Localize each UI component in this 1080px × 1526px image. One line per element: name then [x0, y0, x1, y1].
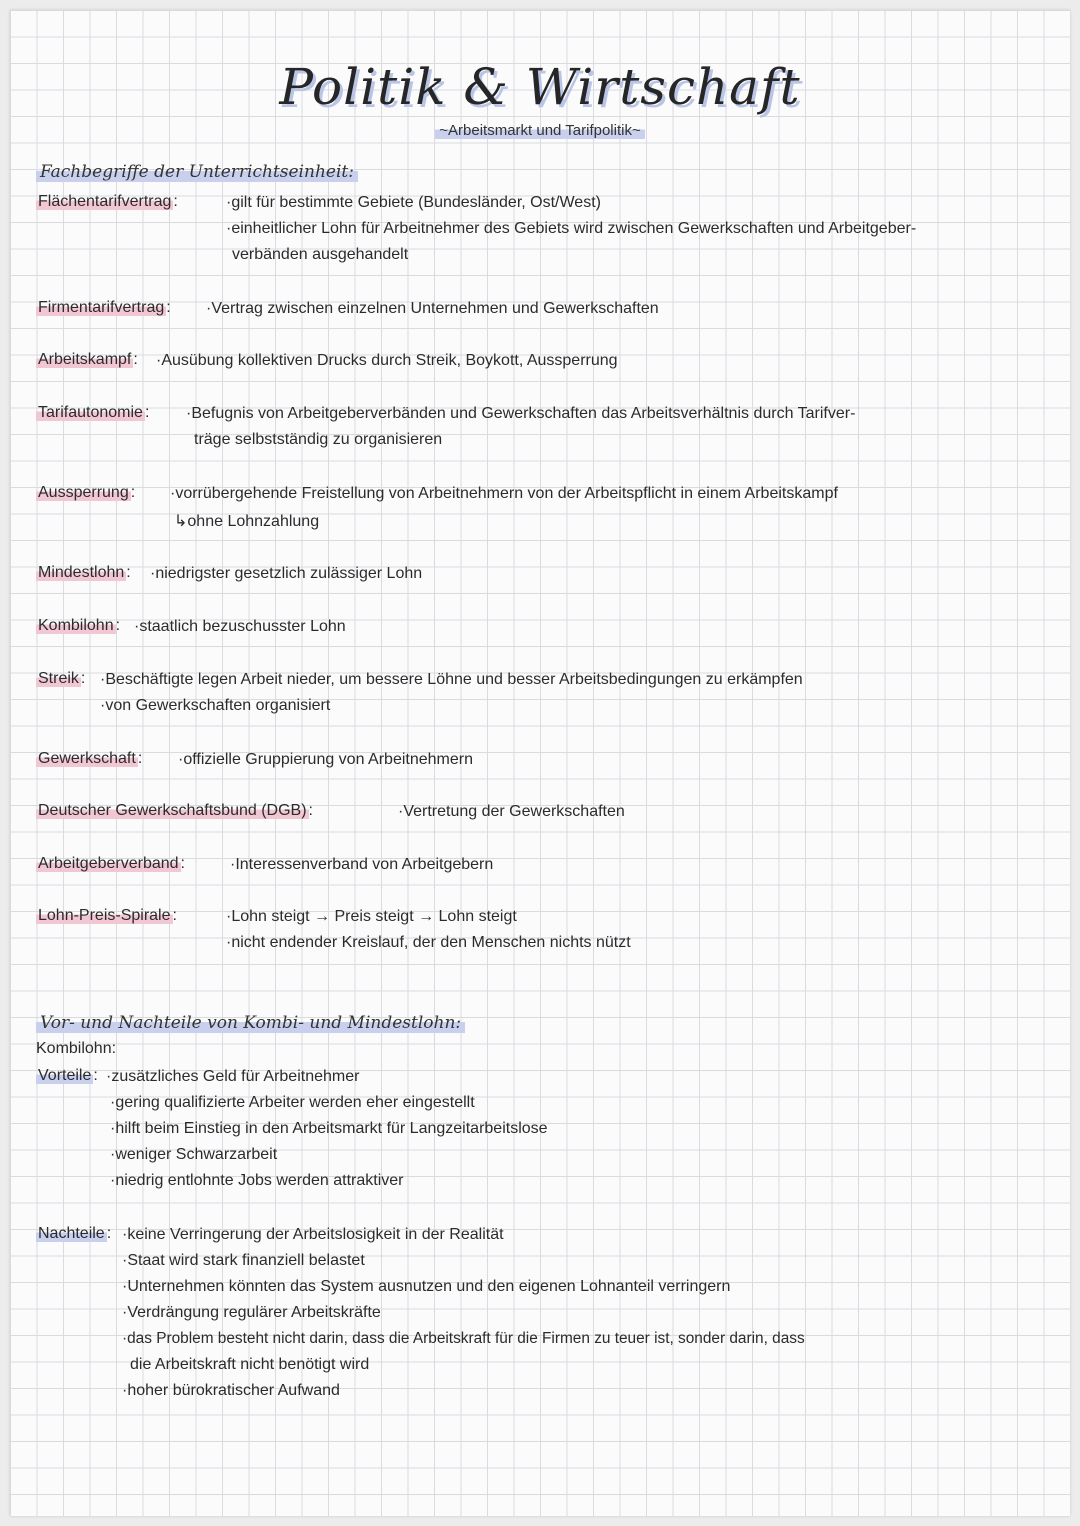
- term-label: Deutscher Gewerkschaftsbund (DGB): [38, 802, 307, 819]
- term-lohn-preis-spirale: Lohn-Preis-Spirale :: [38, 907, 177, 924]
- term-dgb: Deutscher Gewerkschaftsbund (DGB) :: [38, 802, 313, 819]
- term-definition-line: ·nicht endender Kreislauf, der den Menschen nichts nützt: [226, 934, 631, 951]
- subheading-text: Kombilohn:: [36, 1040, 117, 1057]
- term-tarifautonomie: Tarifautonomie :: [38, 404, 150, 421]
- term-definition-line: ·Vertretung der Gewerkschaften: [398, 803, 625, 820]
- term-label: Lohn-Preis-Spirale: [38, 907, 171, 924]
- term-label: Arbeitgeberverband: [38, 855, 179, 872]
- term-label: Gewerkschaft: [38, 750, 136, 767]
- vorteil-item: ·gering qualifizierte Arbeiter werden eher eingestellt: [110, 1094, 475, 1111]
- nachteil-item: ·Unternehmen könnten das System ausnutzen und den eigenen Lohnanteil verringern: [122, 1278, 731, 1295]
- term-definition-line: ·niedrigster gesetzlich zulässiger Lohn: [150, 565, 423, 582]
- term-definition-line: ·staatlich bezuschusster Lohn: [134, 618, 346, 635]
- term-flaechentarifvertrag: Flächentarifvertrag :: [38, 193, 178, 210]
- term-definition-line: ·gilt für bestimmte Gebiete (Bundesländer, Ost/West): [226, 194, 601, 211]
- term-label: Tarifautonomie: [38, 404, 143, 421]
- term-definition-line: ·von Gewerkschaften organisiert: [100, 697, 331, 714]
- vorteil-item: ·weniger Schwarzarbeit: [110, 1146, 278, 1163]
- term-label: Streik: [38, 670, 79, 687]
- term-definition-line: träge selbstständig zu organisieren: [194, 431, 443, 448]
- term-arbeitskampf: Arbeitskampf :: [38, 351, 138, 368]
- term-definition-line: ↳ohne Lohnzahlung: [174, 513, 320, 530]
- page-subtitle: [10, 122, 1070, 140]
- nachteil-item: ·Verdrängung regulärer Arbeitskräfte: [122, 1304, 381, 1321]
- subheading-kombilohn: [36, 1040, 116, 1058]
- nachteil-item: ·keine Verringerung der Arbeitslosigkeit in der Realität: [122, 1226, 504, 1243]
- term-definition-line: ·Ausübung kollektiven Drucks durch Streik, Boykott, Aussperrung: [156, 352, 618, 369]
- term-label: Arbeitskampf: [38, 351, 132, 368]
- term-definition-line: ·vorrübergehende Freistellung von Arbeitnehmern von der Arbeitspflicht in einem Arbeitskampf: [170, 485, 838, 502]
- term-gewerkschaft: Gewerkschaft :: [38, 750, 143, 767]
- term-kombilohn: Kombilohn :: [38, 617, 121, 634]
- nachteil-item: ·das Problem besteht nicht darin, dass die Arbeitskraft für die Firmen zu teuer ist, sonder darin, dass: [122, 1330, 805, 1347]
- nachteile-label: Nachteile :: [38, 1225, 112, 1242]
- nachteil-item: ·hoher bürokratischer Aufwand: [122, 1382, 340, 1399]
- page-title: Politik & Wirtschaft: [279, 58, 801, 116]
- term-arbeitgeberverband: Arbeitgeberverband :: [38, 855, 185, 872]
- term-definition-line: ·Beschäftigte legen Arbeit nieder, um bessere Löhne und besser Arbeitsbedingungen zu erkämpfen: [100, 671, 803, 688]
- term-firmentarifvertrag: Firmentarifvertrag :: [38, 299, 171, 316]
- term-label: Firmentarifvertrag: [38, 299, 165, 316]
- term-definition-line: ·einheitlicher Lohn für Arbeitnehmer des Gebiets wird zwischen Gewerkschaften und Arbeitgeber-: [226, 220, 917, 237]
- term-definition-line: ·Interessenverband von Arbeitgebern: [230, 856, 494, 873]
- term-label: Kombilohn: [38, 617, 114, 634]
- section-heading-fachbegriffe: Fachbegriffe der Unterrichtseinheit:: [36, 162, 358, 182]
- nachteile-label-text: Nachteile: [38, 1225, 105, 1242]
- nachteil-item: ·Staat wird stark finanziell belastet: [122, 1252, 365, 1269]
- term-label: Aussperrung: [38, 484, 129, 501]
- vorteil-item: ·zusätzliches Geld für Arbeitnehmer: [106, 1068, 360, 1085]
- term-definition-line: ·offizielle Gruppierung von Arbeitnehmern: [178, 751, 473, 768]
- term-definition-line: ·Vertrag zwischen einzelnen Unternehmen und Gewerkschaften: [206, 300, 659, 317]
- vorteile-label-text: Vorteile: [38, 1067, 92, 1084]
- term-label: Flächentarifvertrag: [38, 193, 172, 210]
- term-definition-line: ·Befugnis von Arbeitgeberverbänden und Gewerkschaften das Arbeitsverhältnis durch Tarifver-: [186, 405, 856, 422]
- nachteil-item: die Arbeitskraft nicht benötigt wird: [130, 1356, 370, 1373]
- vorteile-label: Vorteile :: [38, 1067, 98, 1084]
- term-definition-line: verbänden ausgehandelt: [232, 246, 409, 263]
- section-heading-vor-nachteile: Vor- und Nachteile von Kombi- und Mindestlohn:: [36, 1013, 465, 1033]
- notebook-page: [10, 10, 1070, 1516]
- term-label: Mindestlohn: [38, 564, 125, 581]
- vorteil-item: ·hilft beim Einstieg in den Arbeitsmarkt für Langzeitarbeitslose: [110, 1120, 548, 1137]
- term-aussperrung: Aussperrung :: [38, 484, 136, 501]
- term-mindestlohn: Mindestlohn :: [38, 564, 131, 581]
- term-definition-line: ·Lohn steigt → Preis steigt → Lohn steigt: [226, 908, 517, 925]
- term-streik: Streik :: [38, 670, 86, 687]
- subtitle-text: ~Arbeitsmarkt und Tarifpolitik~: [435, 122, 644, 139]
- vorteil-item: ·niedrig entlohnte Jobs werden attraktiver: [110, 1172, 404, 1189]
